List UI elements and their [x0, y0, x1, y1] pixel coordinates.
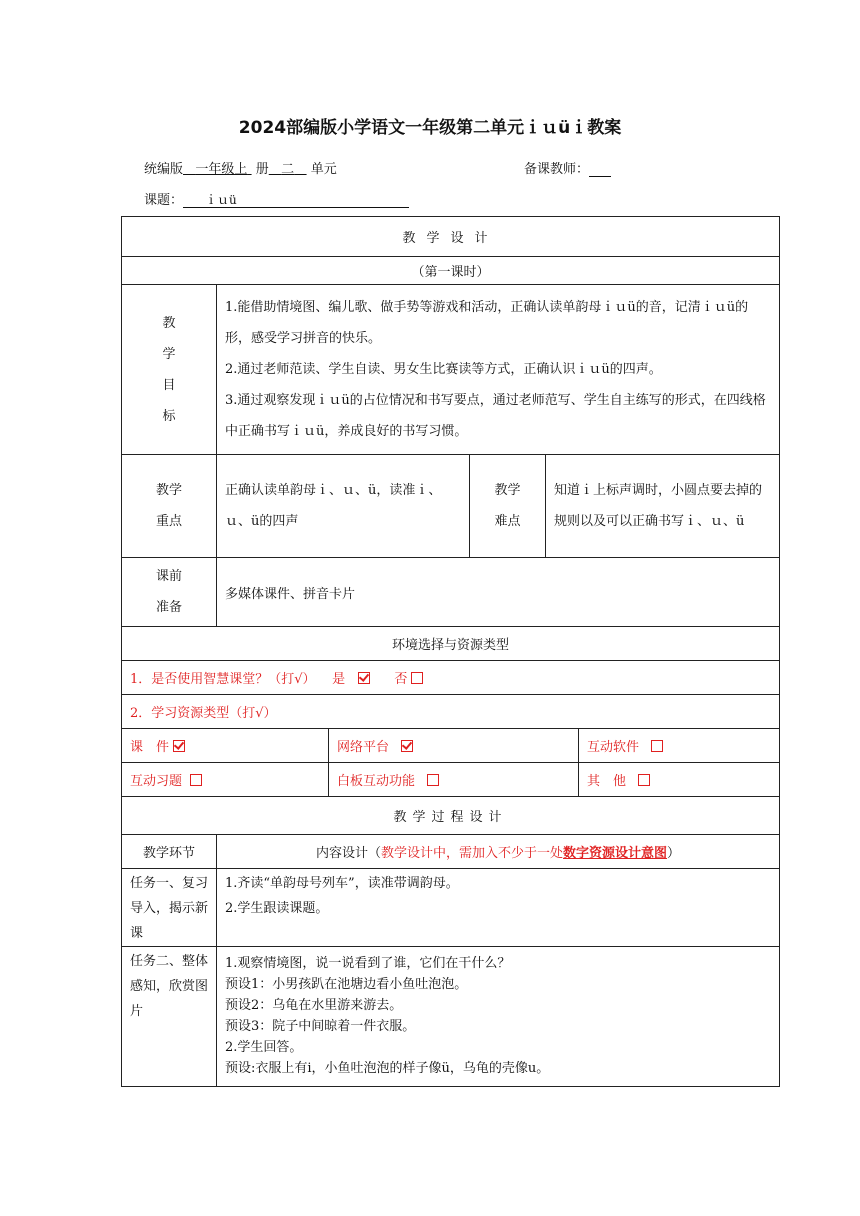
- goals-content: [217, 285, 780, 455]
- difficulty-label: 教学 难点: [470, 455, 546, 558]
- edition-label: 统编版: [144, 162, 184, 177]
- topic-line: [144, 189, 409, 208]
- document-title: 2024部编版小学语文一年级第二单元ｉｕüｉ教案: [238, 118, 622, 138]
- smart-no-label: 否: [394, 672, 408, 687]
- difficulty-content: 知道ｉ上标声调时，小圆点要去掉的规则以及可以正确书写ｉ、ｕ、ü: [546, 455, 780, 558]
- smart-classroom-question: 1．是否使用智慧课堂？（打√） 是 否: [122, 661, 780, 695]
- content-column-header: 内容设计（教学设计中，需加入不少于一处数字资源设计意图）: [217, 835, 780, 869]
- interactive-exercises-checkbox[interactable]: [190, 774, 202, 786]
- goal-1: 1.能借助情境图、编儿歌、做手势等游戏和活动，正确认读单韵母ｉｕü的音，记清ｉｕü的形，感受学习拼音的快乐。: [225, 300, 749, 346]
- teacher-blank: [589, 162, 611, 177]
- resource-courseware: 课 件: [122, 729, 329, 763]
- goal-2: 2.通过老师范读、学生自读、男女生比赛读等方式，正确认识ｉｕü的四声。: [225, 362, 662, 377]
- design-heading: 教学设计: [122, 217, 780, 257]
- lesson-plan-table: [121, 216, 780, 1087]
- courseware-checkbox[interactable]: [173, 740, 185, 752]
- topic-label: 课题：: [144, 193, 184, 208]
- stage-column-header: 教学环节: [122, 835, 217, 869]
- key-points-content: 正确认读单韵母ｉ、ｕ、ü，读准ｉ、ｕ、ü的四声: [217, 455, 470, 558]
- smart-yes-checkbox[interactable]: [358, 672, 370, 684]
- resource-other: 其 他: [579, 763, 780, 797]
- key-points-label: 教学 重点: [122, 455, 217, 558]
- prep-label: 课前 准备: [122, 558, 217, 627]
- smart-yes-label: 是: [332, 672, 346, 687]
- unit-label: 单元: [310, 162, 337, 177]
- task-1-stage: 任务一、复习导入，揭示新课: [122, 869, 217, 947]
- teacher-line: [524, 158, 611, 177]
- task-1-content: 1.齐读“单韵母号列车”，读准带调韵母。 2.学生跟读课题。: [217, 869, 780, 947]
- topic-value: ｉｕü: [205, 193, 237, 207]
- goals-label: 教 学 目 标: [122, 285, 217, 455]
- task-2-stage: 任务二、整体感知，欣赏图片: [122, 947, 217, 1087]
- smart-no-checkbox[interactable]: [411, 672, 423, 684]
- prep-content: 多媒体课件、拼音卡片: [217, 558, 780, 627]
- task-2-content: 1.观察情境图，说一说看到了谁，它们在干什么？ 预设1：小男孩趴在池塘边看小鱼吐泡泡。 预设2：乌龟在水里游来游去。 预设3：院子中间晾着一件衣服。 2.学生回答。 预设:衣服上有i，小鱼吐泡泡的样子像ü，乌龟的壳像u。: [217, 947, 780, 1087]
- resource-interactive-software: 互动软件: [579, 729, 780, 763]
- other-checkbox[interactable]: [638, 774, 650, 786]
- network-platform-checkbox[interactable]: [401, 740, 413, 752]
- unit-number: 二: [281, 162, 295, 177]
- teacher-label: 备课教师：: [524, 162, 590, 177]
- process-heading: 教学过程设计: [122, 797, 780, 835]
- resource-interactive-exercises: 互动习题: [122, 763, 329, 797]
- goal-3: 3.通过观察发现ｉｕü的占位情况和书写要点，通过老师范写、学生自主练写的形式，在四线格中正确书写ｉｕü，养成良好的书写习惯。: [225, 393, 766, 439]
- volume-label: 册: [255, 162, 269, 177]
- resource-type-question: 2．学习资源类型（打√）: [122, 695, 780, 729]
- whiteboard-checkbox[interactable]: [427, 774, 439, 786]
- topic-blank: [183, 193, 409, 208]
- resource-network-platform: 网络平台: [329, 729, 579, 763]
- resource-whiteboard: 白板互动功能: [329, 763, 579, 797]
- interactive-software-checkbox[interactable]: [651, 740, 663, 752]
- lesson-label: （第一课时）: [122, 257, 780, 285]
- grade-value: 一年级上: [195, 162, 248, 177]
- env-heading: 环境选择与资源类型: [122, 627, 780, 661]
- edition-line: [144, 158, 337, 177]
